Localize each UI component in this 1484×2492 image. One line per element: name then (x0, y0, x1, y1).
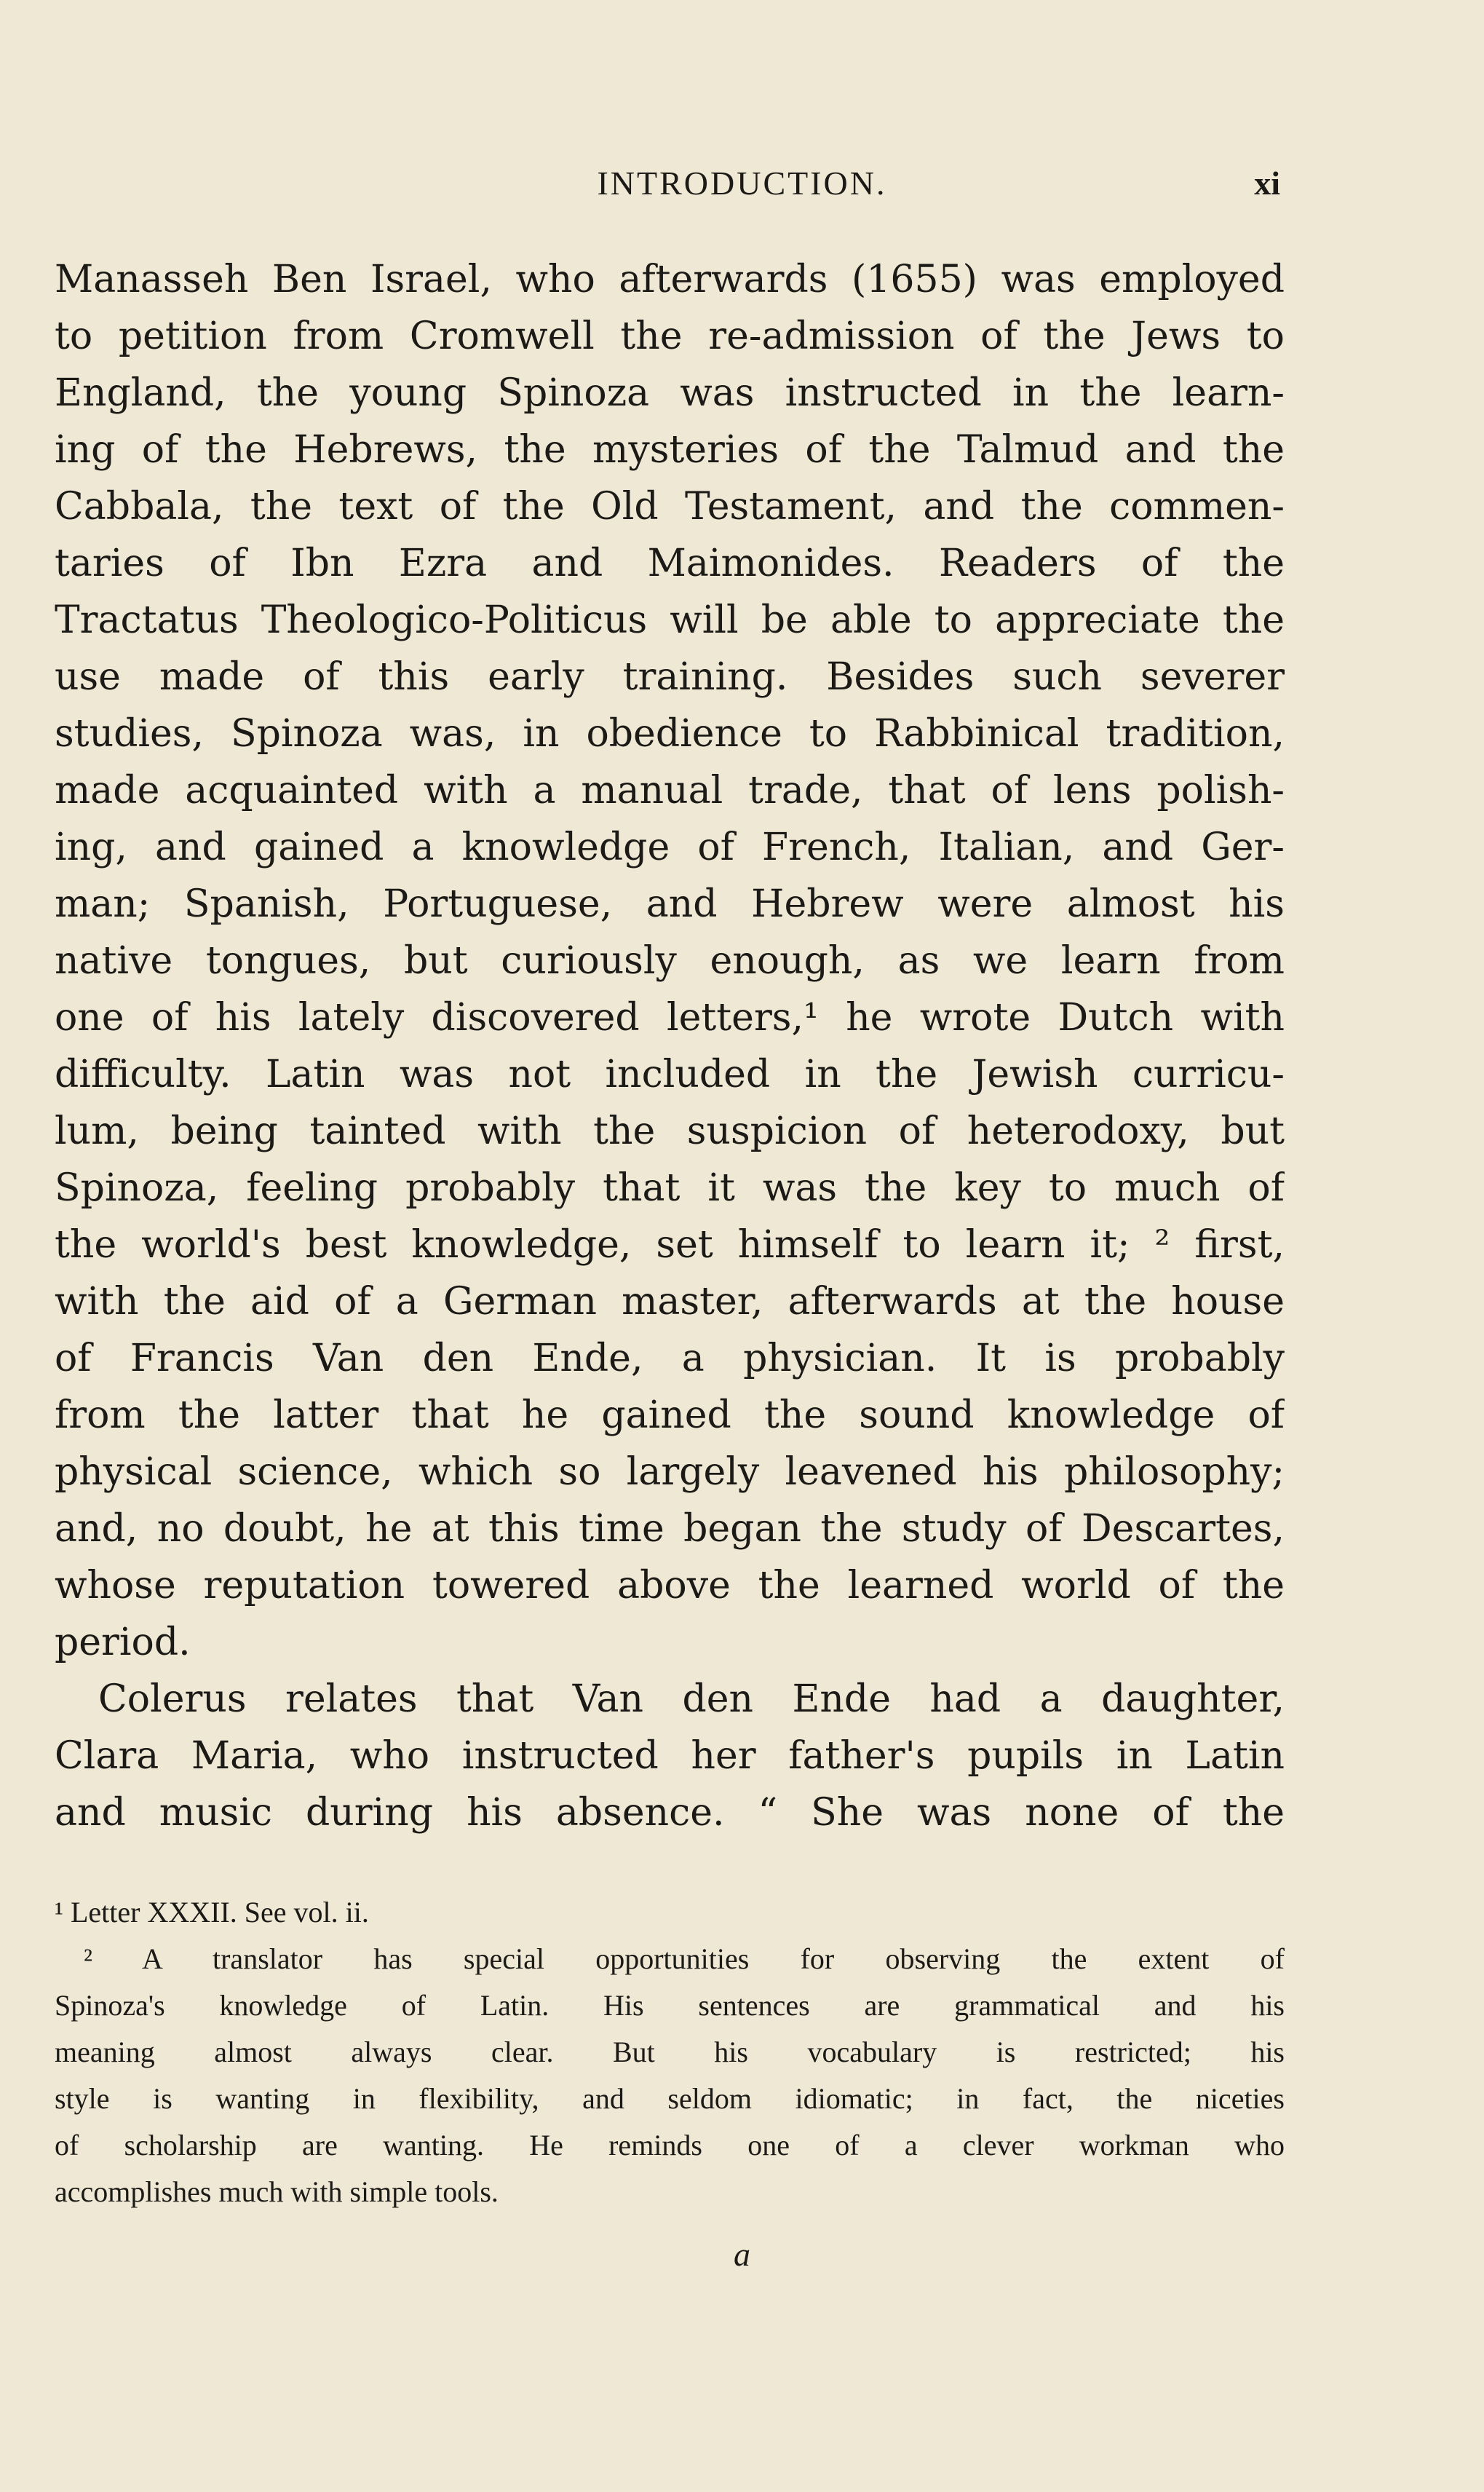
running-title: INTRODUCTION. (597, 165, 887, 202)
footnote-2-line: meaning almost always clear. But his vocabulary is restricted; his (55, 2036, 1285, 2068)
text-line: lum, being tainted with the suspicion of heterodoxy, but (55, 1109, 1285, 1153)
text-line: of Francis Van den Ende, a physician. It is probably (55, 1337, 1285, 1380)
text-line-paragraph-start: Colerus relates that Van den Ende had a daughter, (98, 1677, 1285, 1721)
text-line: native tongues, but curiously enough, as we learn from (55, 939, 1285, 983)
footnote-2-line: Spinoza's knowledge of Latin. His sentences are grammatical and his (55, 1989, 1285, 2022)
text-line: use made of this early training. Besides such severer (55, 655, 1285, 699)
running-head (0, 164, 1484, 207)
footnote-2-line: accomplishes much with simple tools. (55, 2175, 499, 2208)
text-line: studies, Spinoza was, in obedience to Rabbinical tradition, (55, 712, 1285, 756)
footnote-2-line: style is wanting in flexibility, and seldom idiomatic; in fact, the niceties (55, 2082, 1285, 2115)
text-line: England, the young Spinoza was instructed in the learn- (55, 371, 1285, 415)
text-line: physical science, which so largely leavened his philosophy; (55, 1450, 1285, 1494)
text-line: the world's best knowledge, set himself to learn it; ² first, (55, 1223, 1285, 1267)
footnote-1: ¹ Letter XXXII. See vol. ii. (55, 1896, 369, 1929)
text-line: man; Spanish, Portuguese, and Hebrew were almost his (55, 882, 1285, 926)
text-line: Clara Maria, who instructed her father's pupils in Latin (55, 1734, 1285, 1778)
text-line: with the aid of a German master, afterwards at the house (55, 1280, 1285, 1324)
text-line: to petition from Cromwell the re-admission of the Jews to (55, 315, 1285, 358)
text-line: Cabbala, the text of the Old Testament, and the commen- (55, 485, 1285, 529)
body-text (55, 251, 1285, 1841)
text-line: whose reputation towered above the learned world of the (55, 1564, 1285, 1607)
text-line: made acquainted with a manual trade, that of lens polish- (55, 769, 1285, 812)
text-line: ing, and gained a knowledge of French, Italian, and Ger- (55, 826, 1285, 869)
footnote-2-line: of scholarship are wanting. He reminds one of a clever workman who (55, 2129, 1285, 2161)
text-line: ing of the Hebrews, the mysteries of the Talmud and the (55, 428, 1285, 472)
text-line: taries of Ibn Ezra and Maimonides. Readers of the (55, 542, 1285, 585)
text-line: one of his lately discovered letters,¹ he wrote Dutch with (55, 996, 1285, 1040)
text-line: from the latter that he gained the sound knowledge of (55, 1393, 1285, 1437)
text-line: Spinoza, feeling probably that it was the key to much of (55, 1166, 1285, 1210)
text-line-paragraph-end: period. (55, 1621, 191, 1664)
signature-mark: a (734, 2236, 750, 2273)
footnotes (55, 1889, 1285, 2215)
text-line: and music during his absence. “ She was none of the (55, 1791, 1285, 1835)
footnote-2-line: ² A translator has special opportunities for observing the extent of (84, 1942, 1285, 1975)
text-line: Tractatus Theologico-Politicus will be able to appreciate the (55, 598, 1285, 642)
page-number: xi (1254, 165, 1280, 202)
text-line: and, no doubt, he at this time began the study of Descartes, (55, 1507, 1285, 1551)
text-line: Manasseh Ben Israel, who afterwards (1655) was employed (55, 258, 1285, 301)
text-line: difficulty. Latin was not included in the Jewish curricu- (55, 1053, 1285, 1096)
